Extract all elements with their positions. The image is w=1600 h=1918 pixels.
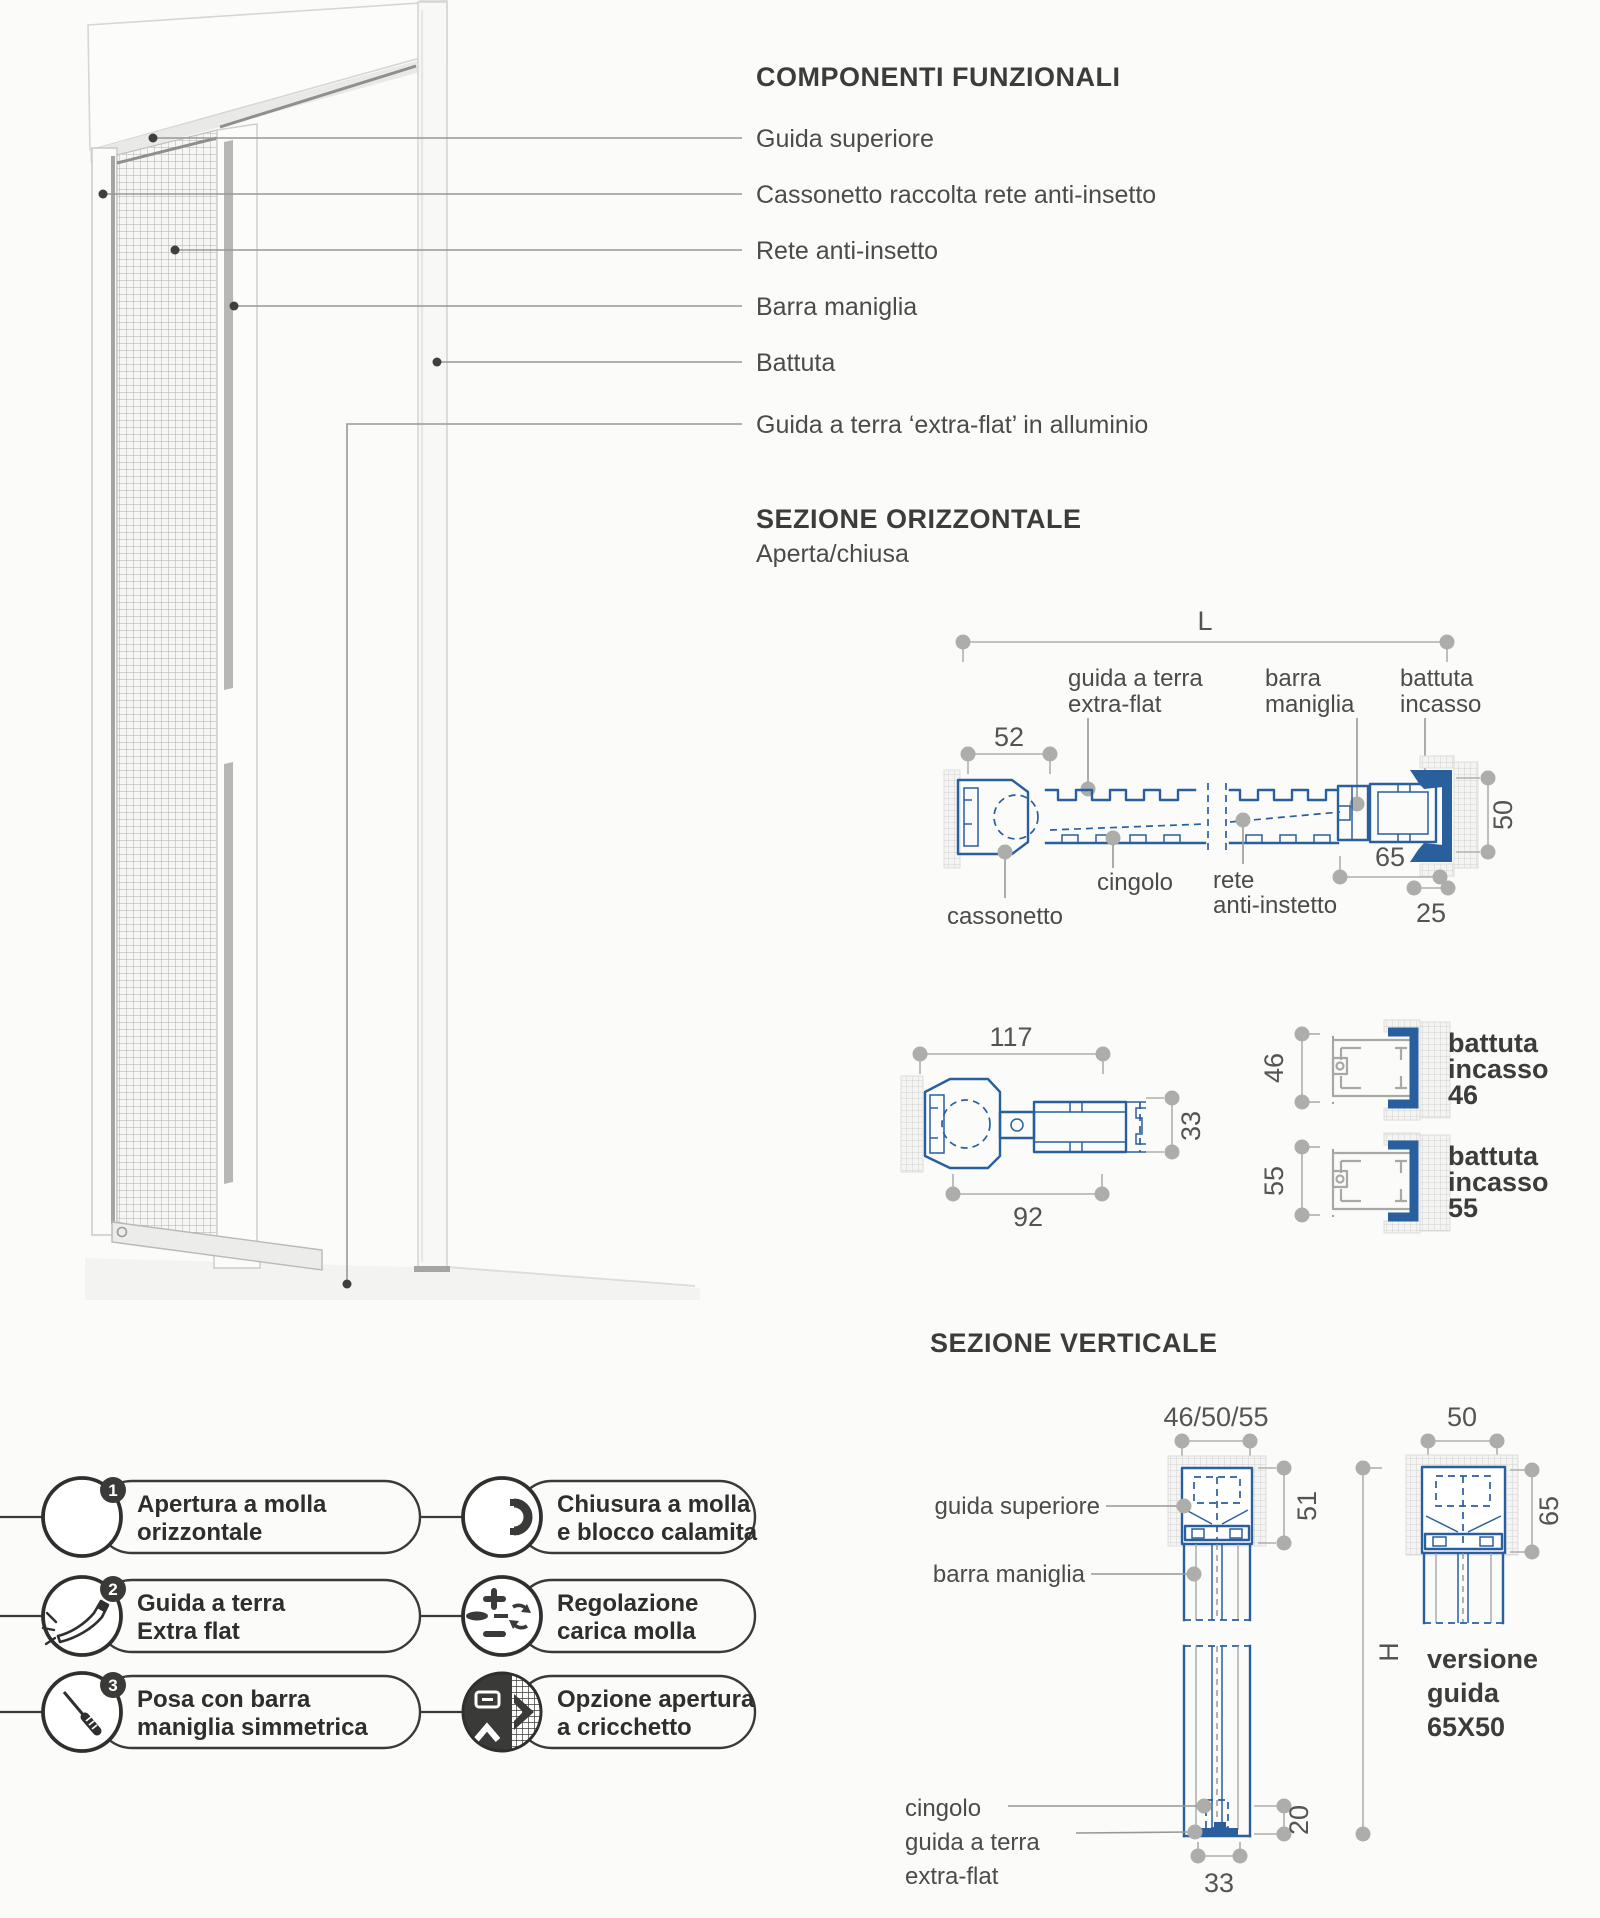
hsec-handle-profile [1338,786,1368,840]
hsec-label-cingolo: cingolo [1096,869,1174,896]
vsec-left-diagram [905,1402,1322,1898]
badge-3-number: 3 [108,1676,118,1695]
dim-117-value: 117 [989,1022,1033,1052]
badge-2-number: 2 [108,1580,118,1599]
hsec-battuta-incasso-profile [1410,756,1478,876]
feature-posa-line1: Posa con barra [137,1686,311,1713]
component-label-cassonetto: Cassonetto raccolta rete anti-insetto [756,181,1157,209]
dim-25 [1407,881,1456,929]
battuta-55-label-1: battuta [1448,1141,1538,1171]
sezione-orizzontale-title: SEZIONE ORIZZONTALE [756,504,1082,534]
feature-guida-terra-line1: Guida a terra [137,1590,286,1617]
dim-H-value: H [1374,1642,1404,1662]
battuta-46-label-1: battuta [1448,1028,1538,1058]
spring-adjust-icon [463,1577,541,1655]
dim-20-value: 20 [1284,1804,1314,1836]
component-label-guida-terra: Guida a terra ‘extra-flat’ in alluminio [756,411,1149,439]
vsec-label-barra-maniglia: barra maniglia [932,1561,1085,1588]
hsec-label-rete-2: anti-instetto [1213,892,1338,919]
feature-posa-line2: maniglia simmetrica [137,1714,368,1741]
battuta-incasso-55 [1259,1133,1549,1233]
hsec-label-battuta-1: battuta [1400,665,1474,692]
vsec-right-rails [1424,1553,1503,1623]
dim-33-closed [1146,1091,1206,1160]
dim-50-value: 50 [1488,799,1518,831]
vsec-right-diagram [1406,1402,1564,1742]
dim-L [956,606,1455,662]
feature-apertura-line2: orizzontale [137,1519,263,1546]
hsec-label-guida-terra-2: extra-flat [1068,691,1162,718]
hsec-label-rete-1: rete [1213,867,1255,894]
dim-33-value: 33 [1176,1110,1206,1142]
componenti-funzionali [756,62,1156,439]
vsec-label-cingolo: cingolo [905,1795,982,1822]
battuta-46-label-2: incasso [1448,1054,1549,1084]
battuta-incasso-46 [1259,1020,1549,1120]
handle-bar [217,124,257,1266]
dim-92 [946,1174,1110,1232]
componenti-title: COMPONENTI FUNZIONALI [756,62,1121,92]
dim-50-right: 50 [1446,1402,1478,1432]
sezione-orizzontale-subtitle: Aperta/chiusa [756,540,909,568]
vsec-label-guida-terra-1: guida a terra [905,1829,1040,1856]
sezione-orizzontale [756,504,1549,1233]
dim-20 [1254,1799,1314,1842]
badge-1-number: 1 [108,1481,118,1500]
vsec-label-guida-superiore: guida superiore [934,1493,1100,1520]
dim-H [1356,1461,1405,1842]
hsec-spool-circle [994,795,1038,839]
dim-52 [961,722,1058,774]
hsec-closed-profile [901,1022,1206,1232]
feature-chiusura-line1: Chiusura a molla [557,1491,751,1518]
closed-cassonetto-outline [925,1079,1000,1168]
vsec-rails-lower [1184,1646,1250,1836]
dim-L-value: L [1197,606,1213,636]
versione-label-3: 65X50 [1427,1712,1506,1742]
dim-51-value: 51 [1292,1490,1322,1522]
hsec-top-leaders [1081,718,1433,812]
battuta-46-dim: 46 [1259,1052,1289,1084]
component-label-barra-maniglia: Barra maniglia [756,293,918,321]
hsec-cassonetto-outline [958,780,1028,854]
dim-33-vsec [1191,1842,1248,1898]
ratchet-icon [463,1673,541,1751]
dim-25-value: 25 [1415,898,1447,928]
feature-cricchetto-line1: Opzione apertura [557,1686,755,1713]
feature-chiusura-line2: e blocco calamita [557,1519,758,1546]
vsec-label-guida-terra-2: extra-flat [905,1863,999,1890]
feature-apertura-line1: Apertura a molla [137,1491,327,1518]
feature-regolazione-line1: Regolazione [557,1590,699,1617]
insect-mesh [117,130,217,1242]
vsec-rails-upper [1184,1544,1250,1620]
versione-label-1: versione [1427,1644,1539,1674]
door-illustration [85,1,742,1300]
battuta-55-bracket [1388,1145,1414,1217]
hsec-label-cassonetto: cassonetto [946,903,1064,930]
feature-regolazione-line2: carica molla [557,1618,696,1645]
component-label-rete: Rete anti-insetto [756,237,939,265]
hsec-label-barra-2: maniglia [1265,691,1355,718]
feature-guida-terra-line2: Extra flat [137,1618,240,1645]
feature-badges [0,1477,758,1751]
sezione-verticale-title: SEZIONE VERTICALE [930,1328,1218,1358]
component-label-guida-superiore: Guida superiore [756,125,934,153]
magnet-icon [463,1478,541,1556]
battuta-55-label-2: incasso [1448,1167,1549,1197]
hsec-label-guida-terra-1: guida a terra [1068,665,1203,692]
closed-bar-outline [1034,1102,1126,1152]
hsec-label-battuta-2: incasso [1400,691,1482,718]
dim-33-vsec-value: 33 [1203,1868,1235,1898]
battuta-55-dim: 55 [1259,1165,1289,1197]
versione-label-2: guida [1427,1678,1499,1708]
dim-51 [1258,1461,1322,1551]
dim-65-value: 65 [1374,842,1406,872]
battuta-55-label-3: 55 [1448,1193,1479,1223]
dim-65-vsec-value: 65 [1534,1495,1564,1527]
component-label-battuta: Battuta [756,349,836,377]
dim-52-value: 52 [993,722,1025,752]
sezione-verticale [905,1328,1564,1898]
feature-cricchetto-line2: a cricchetto [557,1714,692,1741]
battuta-46-label-3: 46 [1448,1080,1479,1110]
battuta-46-bracket [1388,1032,1414,1104]
dim-46-50-55: 46/50/55 [1163,1402,1269,1432]
dim-92-value: 92 [1012,1202,1044,1232]
hsec-label-barra-1: barra [1265,665,1322,692]
